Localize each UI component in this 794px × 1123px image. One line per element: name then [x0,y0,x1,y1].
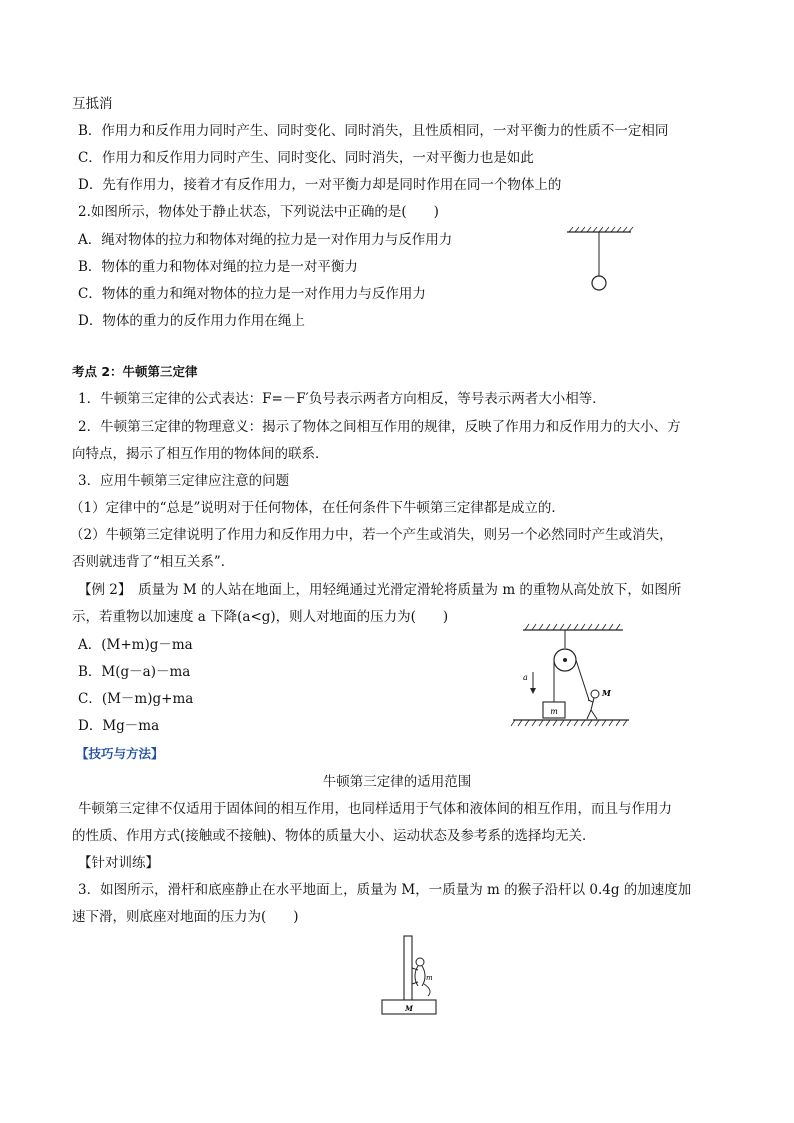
option-c: C．作用力和反作用力同时产生、同时变化、同时消失，一对平衡力也是如此 [78,150,534,166]
skills-text-cont: 的性质、作用方式(接触或不接触)、物体的质量大小、运动状态及参考系的选择均无关． [72,828,596,844]
q2-option-a: A．绳对物体的拉力和物体对绳的拉力是一对作用力与反作用力 [78,232,453,248]
example-2-cont: 示，若重物以加速度 a 下降(a<g)，则人对地面的压力为( ) [72,609,449,625]
center-title: 牛顿第三定律的适用范围 [322,774,472,790]
ex2-option-b: B．M(g－a)－ma [78,664,191,680]
base-M-label: M [405,1004,413,1013]
example-2: 【例 2】 质量为 M 的人站在地面上，用轻绳通过光滑定滑轮将质量为 m 的重物从高处放下，如图所 [78,582,682,598]
paragraph-3-1: （1）定律中的“总是”说明对于任何物体，在任何条件下牛顿第三定律都是成立的． [70,500,565,516]
practice-heading: 【针对训练】 [78,855,159,871]
option-d: D．先有作用力，接着才有反作用力，一对平衡力却是同时作用在同一个物体上的 [78,177,562,193]
paragraph-1: 1．牛顿第三定律的公式表达：F=－F′负号表示两者方向相反，等号表示两者大小相等． [78,391,606,407]
option-b: B．作用力和反作用力同时产生、同时变化、同时消失，且性质相同，一对平衡力的性质不一定相同 [78,123,669,139]
paragraph-2-cont: 向特点，揭示了相互作用的物体间的联系． [72,446,329,462]
q2-option-d: D．物体的重力的反作用力作用在绳上 [78,313,305,329]
q2-option-c: C．物体的重力和绳对物体的拉力是一对作用力与反作用力 [78,286,426,302]
paragraph-2: 2．牛顿第三定律的物理意义：揭示了物体之间相互作用的规律，反映了作用力和反作用力的大小、方 [78,419,681,435]
ex2-option-d: D．Mg－ma [78,718,160,734]
ex2-option-c: C．(M－m)g+ma [78,691,194,707]
paragraph-3-2-cont: 否则就违背了“相互关系”． [72,554,235,570]
section-heading: 考点 2：牛顿第三定律 [72,364,198,379]
hanging-ball-diagram [565,226,635,296]
question-3-cont: 速下滑，则底座对地面的压力为( ) [72,909,299,925]
pulley-diagram [505,622,635,734]
monkey-m-label: m [426,974,433,982]
text-line: 互抵消 [72,96,113,112]
paragraph-3: 3．应用牛顿第三定律应注意的问题 [78,473,290,489]
skills-heading: 【技巧与方法】 [76,746,164,761]
acceleration-a-label: a [523,673,528,682]
question-2: 2.如图所示，物体处于静止状态，下列说法中正确的是( ) [78,204,439,220]
q2-option-b: B．物体的重力和物体对绳的拉力是一对平衡力 [78,259,358,275]
question-3: 3．如图所示，滑杆和底座静止在水平地面上，质量为 M，一质量为 m 的猴子沿杆以 0.4g 的加速度加 [78,882,692,898]
ex2-option-a: A．(M+m)g－ma [78,637,193,653]
person-M-label: M [602,688,611,698]
skills-text: 牛顿第三定律不仅适用于固体间的相互作用，也同样适用于气体和液体间的相互作用，而且与作用力 [78,801,672,817]
paragraph-3-2: （2）牛顿第三定律说明了作用力和反作用力中，若一个产生或消失，则另一个必然同时产生或消失， [70,527,673,543]
mass-m-label: m [550,707,558,716]
monkey-pole-diagram [378,932,440,1016]
